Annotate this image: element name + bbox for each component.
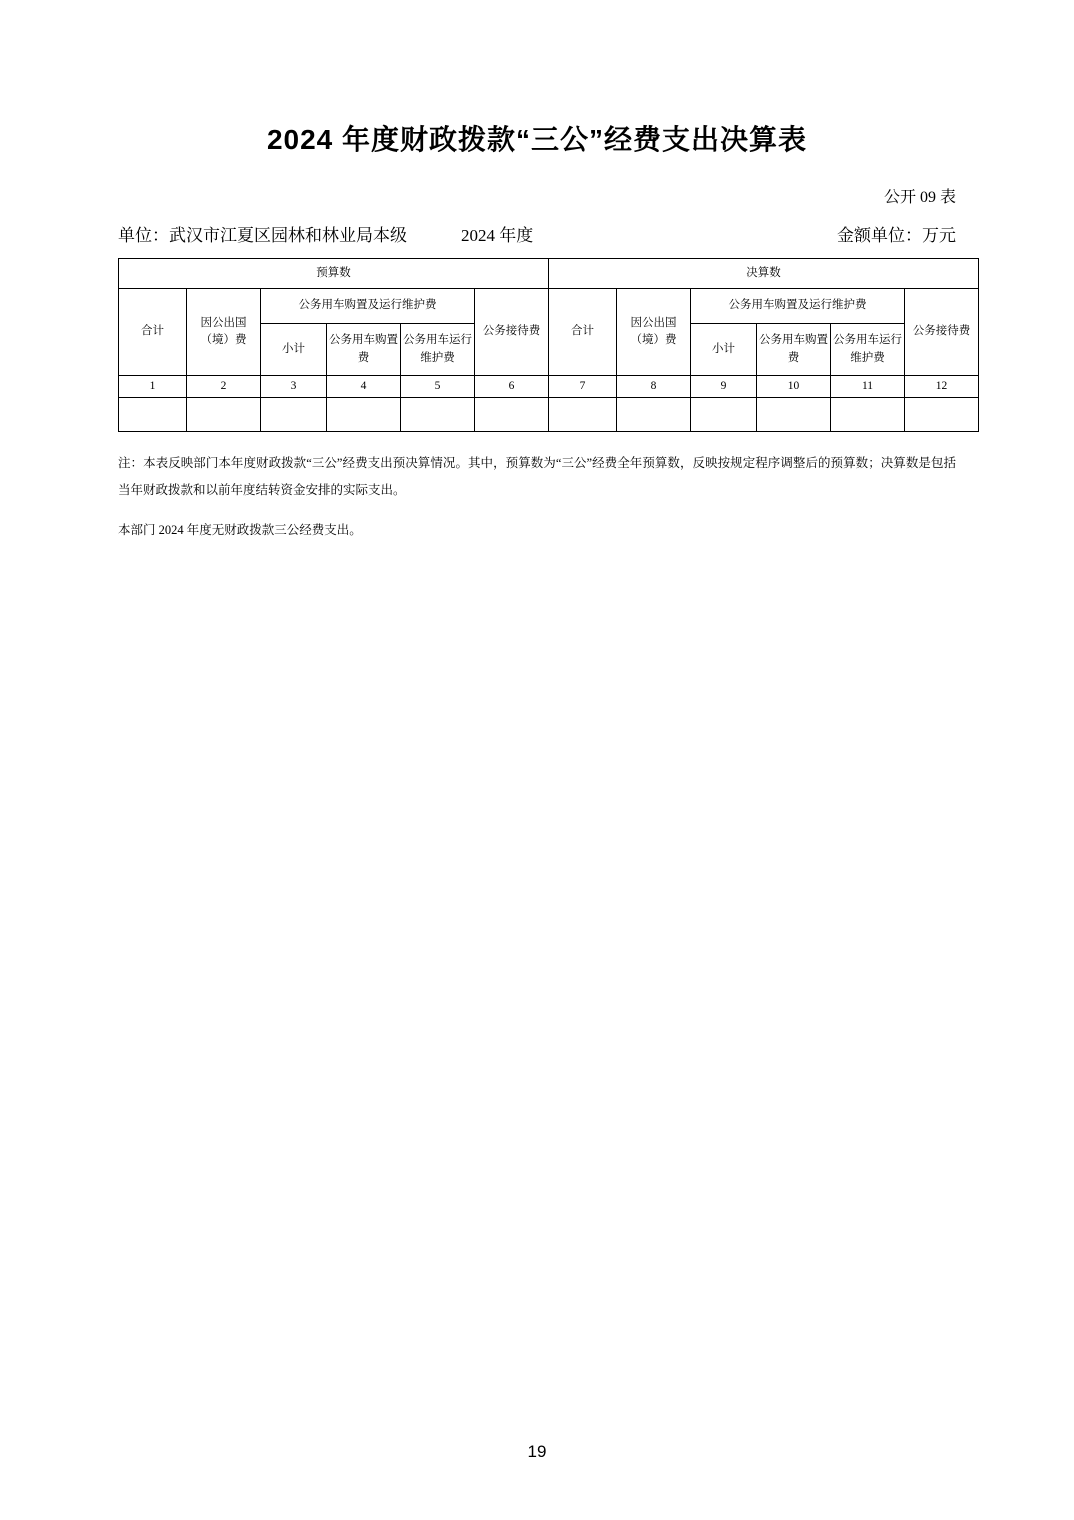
cell-budget-purchase xyxy=(327,398,401,432)
form-number: 公开 09 表 xyxy=(883,189,956,206)
cell-budget-abroad xyxy=(187,398,261,432)
column-number-5: 5 xyxy=(401,376,475,398)
header-budget-maintenance: 公务用车运行维护费 xyxy=(401,324,475,376)
header-budget-abroad: 因公出国（境）费 xyxy=(187,289,261,376)
year-label: 2024 年度 xyxy=(461,226,534,245)
table-row-second-header xyxy=(119,289,979,324)
meta-row xyxy=(0,207,1074,246)
column-number-10: 10 xyxy=(757,376,831,398)
header-budget-total: 合计 xyxy=(119,289,187,376)
cell-budget-subtotal xyxy=(261,398,327,432)
column-number-6: 6 xyxy=(475,376,549,398)
header-final-purchase: 公务用车购置费 xyxy=(757,324,831,376)
header-final-maintenance: 公务用车运行维护费 xyxy=(831,324,905,376)
cell-budget-total xyxy=(119,398,187,432)
header-final-abroad: 因公出国（境）费 xyxy=(617,289,691,376)
page-title: 2024 年度财政拨款“三公”经费支出决算表 xyxy=(266,124,808,155)
header-budget-subtotal: 小计 xyxy=(261,324,327,376)
three-public-expenses-table xyxy=(118,258,979,432)
header-budget-vehicle-group: 公务用车购置及运行维护费 xyxy=(261,289,475,324)
column-number-4: 4 xyxy=(327,376,401,398)
column-number-11: 11 xyxy=(831,376,905,398)
header-final-vehicle-group: 公务用车购置及运行维护费 xyxy=(691,289,905,324)
column-number-12: 12 xyxy=(905,376,979,398)
header-final-subtotal: 小计 xyxy=(691,324,757,376)
table-row-top-groups xyxy=(119,259,979,289)
cell-budget-hospitality xyxy=(475,398,549,432)
column-number-9: 9 xyxy=(691,376,757,398)
note-secondary: 本部门 2024 年度无财政拨款三公经费支出。 xyxy=(118,522,362,537)
column-number-7: 7 xyxy=(549,376,617,398)
header-budget-group: 预算数 xyxy=(119,259,549,289)
table-row-column-numbers xyxy=(119,376,979,398)
header-final-group: 决算数 xyxy=(549,259,979,289)
note-primary: 注：本表反映部门本年度财政拨款“三公”经费支出预决算情况。其中，预算数为“三公”经费全年预算数，反映按规定程序调整后的预算数；决算数是包括当年财政拨款和以前年度结转资金安排的实际支出。 xyxy=(118,456,956,497)
header-budget-purchase: 公务用车购置费 xyxy=(327,324,401,376)
cell-final-abroad xyxy=(617,398,691,432)
cell-final-total xyxy=(549,398,617,432)
header-budget-hospitality: 公务接待费 xyxy=(475,289,549,376)
header-final-hospitality: 公务接待费 xyxy=(905,289,979,376)
column-number-2: 2 xyxy=(187,376,261,398)
page-number: 19 xyxy=(527,1442,547,1461)
cell-final-subtotal xyxy=(691,398,757,432)
header-final-total: 合计 xyxy=(549,289,617,376)
column-number-1: 1 xyxy=(119,376,187,398)
table-container xyxy=(0,246,1074,432)
cell-budget-maintenance xyxy=(401,398,475,432)
cell-final-hospitality xyxy=(905,398,979,432)
cell-final-maintenance xyxy=(831,398,905,432)
table-row xyxy=(119,398,979,432)
column-number-8: 8 xyxy=(617,376,691,398)
notes-section xyxy=(0,432,1074,543)
cell-final-purchase xyxy=(757,398,831,432)
unit-label: 单位：武汉市江夏区园林和林业局本级 xyxy=(118,226,407,245)
column-number-3: 3 xyxy=(261,376,327,398)
amount-unit-label: 金额单位：万元 xyxy=(837,226,956,245)
